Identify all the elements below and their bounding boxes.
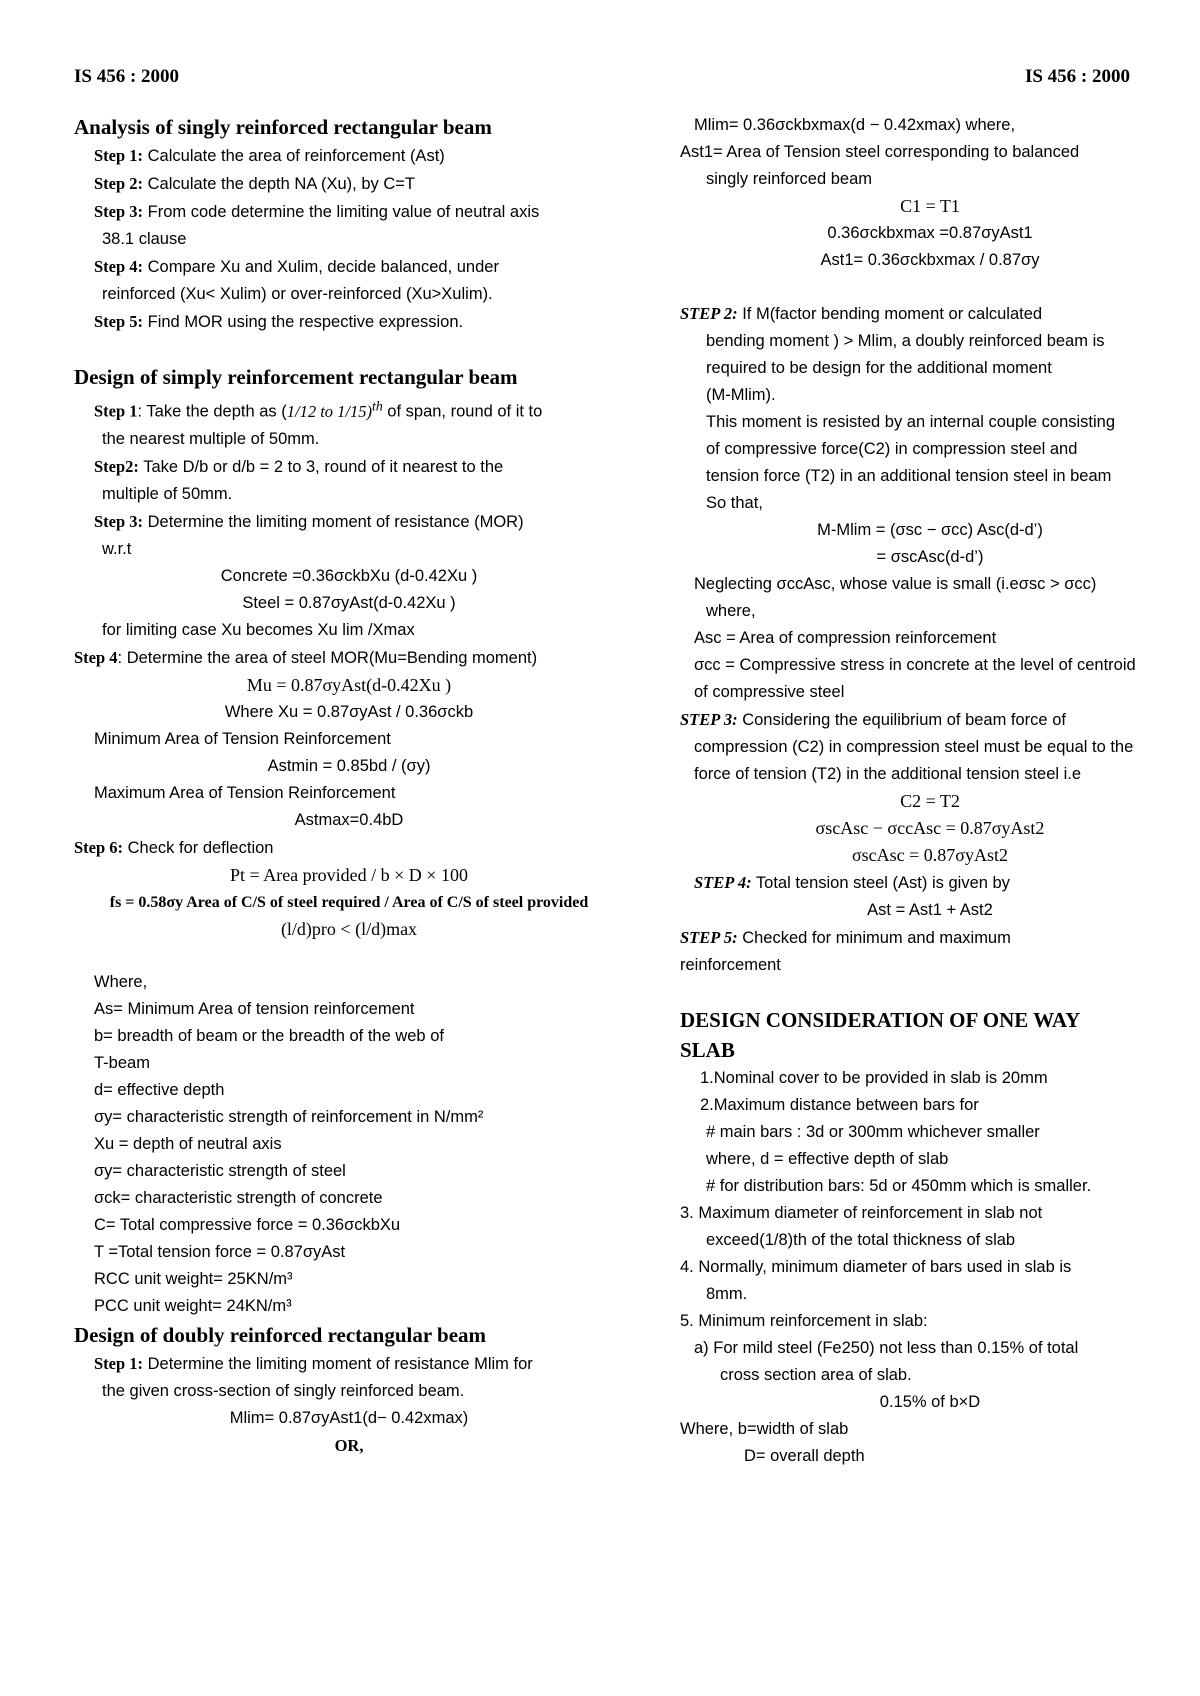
slab-list (680, 1065, 1180, 1470)
list-item: PCC unit weight= 24KN/m³ (94, 1296, 292, 1315)
list-item: 4. Normally, minimum diameter of bars used in slab is (680, 1258, 1072, 1276)
equation-m-mlim: M-Mlim = (σsc − σcc) Asc(d-d’) (817, 521, 1043, 539)
list-item: Where, b=width of slab (680, 1420, 849, 1438)
step-line: Step 4: Compare Xu and Xulim, decide balanced, under (94, 257, 499, 276)
step2-line: STEP 2: If M(factor bending moment or calculated (680, 304, 1043, 323)
text-line: (M-Mlim). (706, 386, 776, 404)
list-item: σck= characteristic strength of concrete (94, 1188, 383, 1207)
section-title-doubly: Design of doubly reinforced rectangular beam (74, 1322, 487, 1347)
design-step-2: Step2: Take D/b or d/b = 2 to 3, round of it nearest to the (94, 456, 504, 476)
list-item: 1.Nominal cover to be provided in slab is 20mm (700, 1069, 1048, 1087)
equation-concrete: Concrete =0.36σckbXu (d-0.42Xu ) (220, 566, 478, 585)
list-item: cross section area of slab. (720, 1366, 912, 1384)
analysis-steps (74, 142, 624, 336)
list-item: Where, (94, 972, 148, 991)
text-line: Ast1= Area of Tension steel corresponding to balanced (680, 143, 1080, 161)
list-item: 5. Minimum reinforcement in slab: (680, 1312, 928, 1330)
doubly-step-1: Step 1: Determine the limiting moment of resistance Mlim for (94, 1353, 533, 1373)
section-title-slab-2: SLAB (680, 1038, 735, 1062)
text-line: where, (706, 602, 756, 620)
design-step-1: Step 1: Take the depth as (1/12 to 1/15)$^{th}$ of span, round of it to (94, 398, 543, 421)
equation-pt: Pt = Area provided / b × D × 100 (230, 864, 468, 885)
right-column (680, 112, 1180, 1470)
text-line: singly reinforced beam (706, 170, 872, 188)
text-line: This moment is resisted by an internal couple consisting (706, 413, 1116, 431)
step-line: Step 1: Calculate the area of reinforcement (Ast) (94, 146, 445, 165)
text-line: required to be design for the additional moment (706, 359, 1052, 377)
limiting-case: for limiting case Xu becomes Xu lim /Xmax (102, 620, 415, 639)
text-line: Mlim= 0.36σckbxmax(d − 0.42xmax) where, (694, 116, 1016, 134)
list-item: 8mm. (706, 1285, 748, 1303)
text-line: w.r.t (102, 539, 132, 558)
equation-c2-t2: C2 = T2 (900, 791, 960, 811)
equation-c1-t1: C1 = T1 (900, 196, 960, 216)
text-line: of compressive force(C2) in compression steel and (706, 440, 1078, 458)
step-line: Step 3: From code determine the limiting value of neutral axis (94, 202, 540, 221)
or-label: OR, (334, 1435, 364, 1455)
list-item: 2.Maximum distance between bars for (700, 1096, 979, 1114)
text-line: σcc = Compressive stress in concrete at the level of centroid (694, 656, 1136, 674)
equation-sc-2: σscAsc = 0.87σyAst2 (851, 845, 1009, 865)
list-item: # main bars : 3d or 300mm whichever smaller (706, 1123, 1040, 1141)
list-item: As= Minimum Area of tension reinforcement (94, 999, 415, 1018)
list-item: where, d = effective depth of slab (706, 1150, 949, 1168)
text-line: Asc = Area of compression reinforcement (694, 629, 997, 647)
section-title-design: Design of simply reinforcement rectangular beam (74, 365, 518, 389)
list-item: T =Total tension force = 0.87σyAst (94, 1242, 346, 1261)
design-step-6: Step 6: Check for deflection (74, 837, 274, 857)
equation-astmin: Astmin = 0.85bd / (σy) (267, 756, 431, 775)
max-area-label: Maximum Area of Tension Reinforcement (94, 783, 396, 802)
list-item: 0.15% of b×D (879, 1393, 981, 1411)
equation-sc-1: σscAsc − σccAsc = 0.87σyAst2 (815, 818, 1045, 838)
equation-xu: Where Xu = 0.87σyAst / 0.36σckb (224, 702, 474, 721)
equation-m-mlim-2: = σscAsc(d-d’) (876, 548, 984, 566)
equation-steel: Steel = 0.87σyAst(d-0.42Xu ) (242, 593, 456, 612)
list-item: 3. Maximum diameter of reinforcement in slab not (680, 1204, 1043, 1222)
text-line: Neglecting σccAsc, whose value is small (i.eσsc > σcc) (694, 575, 1097, 593)
equation-ast1: Ast1= 0.36σckbxmax / 0.87σy (820, 251, 1040, 269)
text-line: force of tension (T2) in the additional tension steel i.e (694, 765, 1082, 783)
text-line: multiple of 50mm. (102, 484, 233, 503)
text-line: tension force (T2) in an additional tension steel in beam (706, 467, 1112, 485)
text-line: of compressive steel (694, 683, 845, 701)
list-item: d= effective depth (94, 1080, 225, 1099)
equation-mlim-1: Mlim= 0.87σyAst1(d− 0.42xmax) (229, 1408, 469, 1427)
list-item: T-beam (94, 1053, 150, 1072)
header-right: IS 456 : 2000 (1024, 66, 1130, 87)
list-item: # for distribution bars: 5d or 450mm which is smaller. (706, 1177, 1092, 1195)
header-left: IS 456 : 2000 (74, 66, 180, 87)
step5-line: STEP 5: Checked for minimum and maximum (680, 928, 1011, 947)
fraction-1-12-to-1-15: 1/12 to 1/15)$^{th}$ (286, 398, 383, 421)
text-line: the given cross-section of singly reinforced beam. (102, 1381, 465, 1400)
equation-mu: Mu = 0.87σyAst(d-0.42Xu ) (246, 674, 452, 695)
list-item: σy= characteristic strength of reinforcement in N/mm² (94, 1107, 484, 1126)
text-line: So that, (706, 494, 763, 512)
step3-line: STEP 3: Considering the equilibrium of beam force of (680, 710, 1066, 729)
text-line: compression (C2) in compression steel must be equal to the (694, 738, 1134, 756)
equation-balance: 0.36σckbxmax =0.87σyAst1 (827, 224, 1033, 242)
design-step-4: Step 4: Determine the area of steel MOR(Mu=Bending moment) (74, 647, 538, 667)
list-item: exceed(1/8)th of the total thickness of slab (706, 1231, 1016, 1249)
equation-astmax: Astmax=0.4bD (294, 810, 404, 829)
step-line: reinforced (Xu< Xulim) or over-reinforced (Xu>Xulim). (102, 285, 493, 303)
left-column (74, 112, 624, 1459)
step-line: 38.1 clause (102, 230, 187, 248)
list-item: C= Total compressive force = 0.36σckbXu (94, 1215, 401, 1234)
text-line: bending moment ) > Mlim, a doubly reinforced beam is (706, 332, 1105, 350)
equation-fs: fs = 0.58σy Area of C/S of steel required / Area of C/S of steel provided (109, 893, 589, 911)
design-step-3: Step 3: Determine the limiting moment of resistance (MOR) (94, 511, 524, 531)
equation-ast-total: Ast = Ast1 + Ast2 (867, 901, 993, 919)
equation-ld: (l/d)pro < (l/d)max (280, 918, 418, 939)
text-line: reinforcement (680, 956, 781, 974)
list-item: D= overall depth (744, 1447, 865, 1465)
min-area-label: Minimum Area of Tension Reinforcement (94, 729, 391, 748)
list-item: Xu = depth of neutral axis (94, 1134, 282, 1153)
list-item: RCC unit weight= 25KN/m³ (94, 1269, 293, 1288)
list-item: b= breadth of beam or the breadth of the web of (94, 1026, 444, 1045)
list-item: a) For mild steel (Fe250) not less than 0.15% of total (694, 1339, 1079, 1357)
list-item: σy= characteristic strength of steel (94, 1161, 346, 1180)
step4-line: STEP 4: Total tension steel (Ast) is given by (694, 873, 1010, 892)
section-title-slab: DESIGN CONSIDERATION OF ONE WAY (680, 1008, 1081, 1032)
step-line: Step 5: Find MOR using the respective expression. (94, 312, 464, 331)
where-list (74, 969, 624, 1320)
step-line: Step 2: Calculate the depth NA (Xu), by C=T (94, 174, 415, 193)
text-line: the nearest multiple of 50mm. (102, 429, 320, 448)
section-title-analysis: Analysis of singly reinforced rectangular beam (74, 115, 492, 139)
